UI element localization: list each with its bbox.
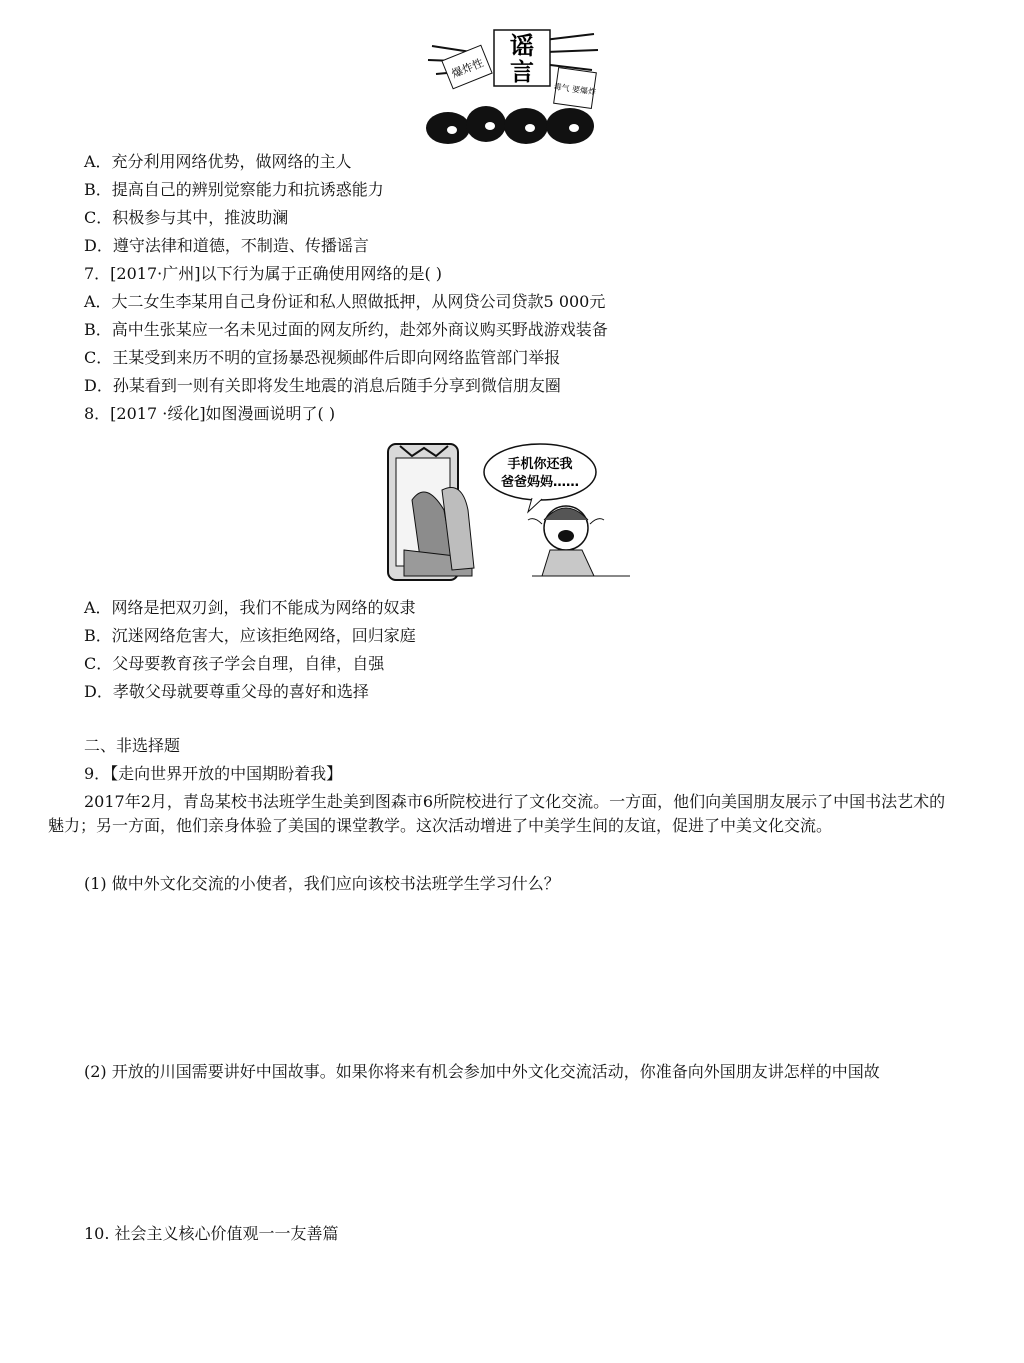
- q8-option-a: A．网络是把双刃剑，我们不能成为网络的奴隶: [84, 598, 416, 617]
- q7-option-d: D．孙某看到一则有关即将发生地震的消息后随手分享到微信朋友圈: [84, 376, 561, 395]
- q9-material: 2017年2月，青岛某校书法班学生赴美到图森市6所院校进行了文化交流。一方面，他们向美国朋友展示了中国书法艺术的魅力；另一方面，他们亲身体验了美国的课堂教学。这次活动增进了中美学生间的友谊，促进了中美文化交流。: [48, 792, 946, 835]
- q9-title: 9．【走向世界开放的中国期盼着我】: [84, 764, 343, 783]
- q7-option-c: C．王某受到来历不明的宣扬暴恐视频邮件后即向网络监管部门举报: [84, 348, 561, 367]
- q9-sub-question-2: (2) 开放的川国需要讲好中国故事。如果你将来有机会参加中外文化交流活动，你准备向外国朋友讲怎样的中国故: [84, 1062, 880, 1081]
- q6-option-b: B．提高自己的辨别觉察能力和抗诱惑能力: [84, 180, 384, 199]
- q8-stem: 8．[2017 ·绥化]如图漫画说明了( ): [84, 404, 336, 423]
- rumor-cartoon: [424, 26, 602, 144]
- speech-bubble-line-1: 手机你还我: [507, 457, 573, 472]
- q8-option-d: D．孝敬父母就要尊重父母的喜好和选择: [84, 682, 369, 701]
- section-heading: 二、非选择题: [84, 736, 181, 755]
- q6-option-c: C．积极参与其中，推波助澜: [84, 208, 289, 227]
- cartoon-title-char-2: 言: [510, 58, 534, 86]
- cartoon-tag-left: 爆炸性: [449, 56, 486, 81]
- q7-stem: 7．[2017·广州]以下行为属于正确使用网络的是( ): [84, 264, 443, 283]
- speech-bubble-line-2: 爸爸妈妈……: [500, 475, 580, 490]
- q8-option-b: B．沉迷网络危害大，应该拒绝网络，回归家庭: [84, 626, 416, 645]
- q7-option-b: B．高中生张某应一名未见过面的网友所约，赴郊外商议购买野战游戏装备: [84, 320, 608, 339]
- q8-option-c: C．父母要教育孩子学会自理，自律，自强: [84, 654, 385, 673]
- cartoon-tag-right: 毒气 要爆炸: [553, 82, 597, 97]
- q10-title: 10. 社会主义核心价值观一一友善篇: [84, 1224, 339, 1243]
- q9-sub-question-1: (1) 做中外文化交流的小使者，我们应向该校书法班学生学习什么？: [84, 874, 560, 893]
- q6-option-d: D．遵守法律和道德，不制造、传播谣言: [84, 236, 369, 255]
- cartoon-title-char-1: 谣: [510, 32, 534, 60]
- q6-option-a: A．充分利用网络优势，做网络的主人: [84, 152, 352, 171]
- phone-cartoon: [382, 440, 638, 584]
- q7-option-a: A．大二女生李某用自己身份证和私人照做抵押，从网贷公司贷款5 000元: [84, 292, 606, 311]
